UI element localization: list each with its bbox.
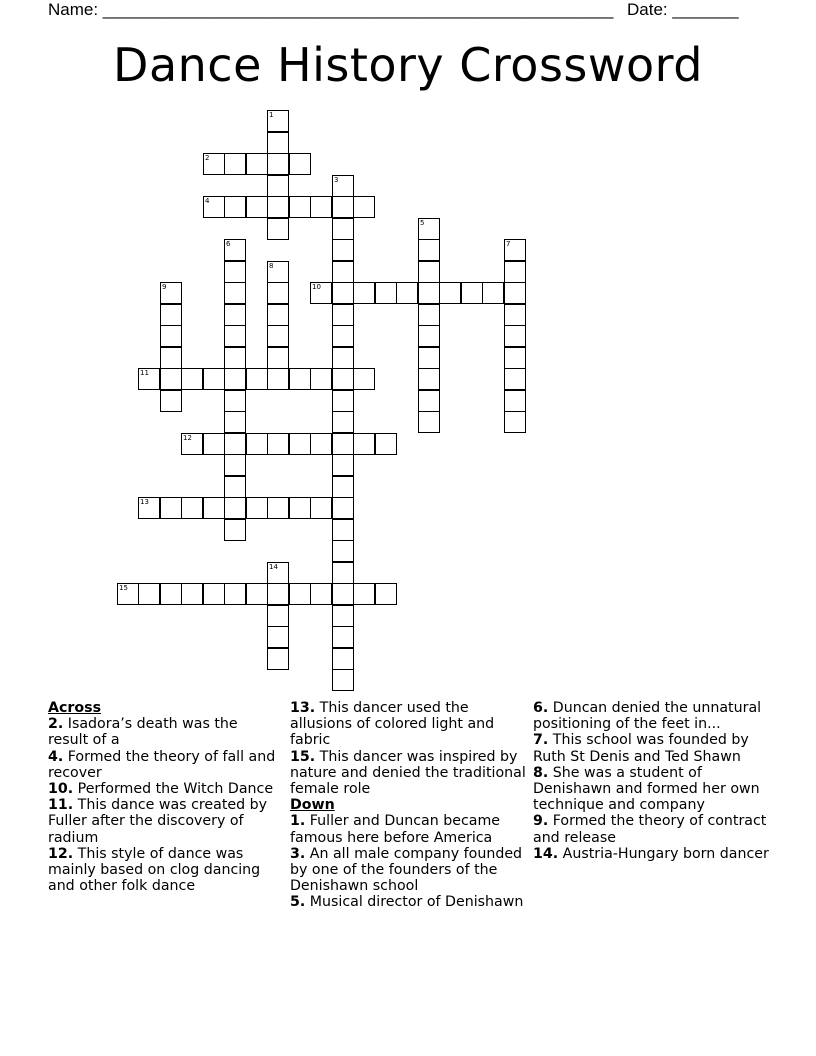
crossword-cell[interactable]	[310, 368, 332, 390]
crossword-cell[interactable]	[267, 110, 289, 132]
crossword-cell[interactable]	[375, 282, 397, 304]
crossword-cell[interactable]	[224, 153, 246, 175]
crossword-cell[interactable]	[332, 433, 354, 455]
crossword-cell[interactable]	[418, 282, 440, 304]
crossword-cell[interactable]	[181, 583, 203, 605]
crossword-cell[interactable]	[332, 304, 354, 326]
crossword-cell[interactable]	[267, 605, 289, 627]
clues-column-2	[290, 700, 528, 911]
clue-across-4: 4. Formed the theory of fall and recover	[48, 748, 276, 781]
crossword-cell[interactable]	[246, 153, 268, 175]
crossword-cell[interactable]	[203, 196, 225, 218]
crossword-cell[interactable]	[418, 325, 440, 347]
crossword-cell[interactable]	[224, 261, 246, 283]
crossword-cell[interactable]	[418, 218, 440, 240]
crossword-cell[interactable]	[267, 562, 289, 584]
crossword-cell[interactable]	[310, 196, 332, 218]
clue-down-3: 3. An all male company founded by one of the founders of the Denishawn school	[290, 845, 523, 895]
crossword-cell[interactable]	[332, 562, 354, 584]
crossword-cell[interactable]	[267, 196, 289, 218]
crossword-cell[interactable]	[332, 390, 354, 412]
crossword-cell[interactable]	[353, 282, 375, 304]
crossword-cell[interactable]	[267, 175, 289, 197]
crossword-cell[interactable]	[181, 497, 203, 519]
clue-number-label: 8	[269, 262, 274, 270]
crossword-cell[interactable]	[332, 605, 354, 627]
clue-number-label: 5	[420, 219, 425, 227]
crossword-cell[interactable]	[504, 390, 526, 412]
crossword-cell[interactable]	[289, 368, 311, 390]
crossword-cell[interactable]	[504, 347, 526, 369]
crossword-cell[interactable]	[267, 497, 289, 519]
crossword-cell[interactable]	[332, 218, 354, 240]
crossword-cell[interactable]	[224, 282, 246, 304]
crossword-cell[interactable]	[418, 368, 440, 390]
crossword-cell[interactable]	[332, 454, 354, 476]
crossword-cell[interactable]	[138, 583, 160, 605]
page-title: Dance History Crossword	[113, 38, 703, 92]
clue-across-2: 2. Isadora’s death was the result of a	[48, 716, 238, 749]
crossword-cell[interactable]	[418, 239, 440, 261]
clue-down-14: 14. Austria-Hungary born dancer	[533, 845, 769, 862]
crossword-cell[interactable]	[439, 282, 461, 304]
clue-number-label: 9	[162, 283, 167, 291]
crossword-cell[interactable]	[332, 519, 354, 541]
crossword-cell[interactable]	[289, 153, 311, 175]
crossword-cell[interactable]	[353, 196, 375, 218]
crossword-cell[interactable]	[138, 368, 160, 390]
clue-number-label: 14	[269, 563, 278, 571]
crossword-cell[interactable]	[332, 325, 354, 347]
crossword-cell[interactable]	[332, 196, 354, 218]
crossword-cell[interactable]	[375, 583, 397, 605]
crossword-cell[interactable]	[224, 347, 246, 369]
clue-down-6: 6. Duncan denied the unnatural positioning of the feet in...	[533, 700, 762, 733]
crossword-cell[interactable]	[332, 282, 354, 304]
clue-number-label: 7	[506, 240, 511, 248]
crossword-cell[interactable]	[224, 411, 246, 433]
crossword-cell[interactable]	[504, 282, 526, 304]
name-field-label: Name: ______________________________________________________	[48, 0, 614, 19]
crossword-cell[interactable]	[224, 433, 246, 455]
crossword-cell[interactable]	[482, 282, 504, 304]
crossword-cell[interactable]	[160, 282, 182, 304]
crossword-cell[interactable]	[160, 304, 182, 326]
crossword-cell[interactable]	[160, 368, 182, 390]
crossword-cell[interactable]	[203, 368, 225, 390]
clue-across-13: 13. This dancer used the allusions of colored light and fabric	[290, 700, 495, 749]
crossword-cell[interactable]	[267, 583, 289, 605]
crossword-cell[interactable]	[224, 304, 246, 326]
crossword-cell[interactable]	[504, 325, 526, 347]
crossword-cell[interactable]	[181, 433, 203, 455]
crossword-cell[interactable]	[353, 433, 375, 455]
crossword-cell[interactable]	[267, 218, 289, 240]
clue-across-15: 15. This dancer was inspired by nature and denied the traditional female role	[290, 748, 526, 798]
crossword-cell[interactable]	[224, 239, 246, 261]
crossword-cell[interactable]	[332, 648, 354, 670]
crossword-cell[interactable]	[504, 261, 526, 283]
crossword-cell[interactable]	[224, 497, 246, 519]
crossword-cell[interactable]	[418, 347, 440, 369]
clues-column-1	[48, 700, 280, 894]
across-heading: Across	[48, 700, 102, 716]
crossword-cell[interactable]	[310, 433, 332, 455]
crossword-cell[interactable]	[332, 411, 354, 433]
crossword-cell[interactable]	[289, 497, 311, 519]
clue-across-12: 12. This style of dance was mainly based on clog dancing and other folk dance	[48, 845, 261, 895]
crossword-cell[interactable]	[224, 476, 246, 498]
date-field-label: Date: _______	[627, 0, 739, 19]
clue-number-label: 10	[312, 283, 321, 291]
crossword-cell[interactable]	[203, 433, 225, 455]
crossword-cell[interactable]	[267, 347, 289, 369]
crossword-cell[interactable]	[310, 282, 332, 304]
clue-down-5: 5. Musical director of Denishawn	[290, 894, 524, 911]
crossword-cell[interactable]	[504, 304, 526, 326]
clue-number-label: 13	[140, 498, 149, 506]
clue-number-label: 6	[226, 240, 231, 248]
crossword-cell[interactable]	[353, 368, 375, 390]
crossword-cell[interactable]	[203, 153, 225, 175]
crossword-cell[interactable]	[418, 261, 440, 283]
crossword-cell[interactable]	[289, 433, 311, 455]
clue-number-label: 2	[205, 154, 210, 162]
crossword-cell[interactable]	[246, 497, 268, 519]
crossword-cell[interactable]	[246, 583, 268, 605]
crossword-cell[interactable]	[224, 390, 246, 412]
clues-column-3	[533, 700, 773, 862]
crossword-cell[interactable]	[181, 368, 203, 390]
crossword-cell[interactable]	[246, 196, 268, 218]
crossword-cell[interactable]	[203, 583, 225, 605]
crossword-cell[interactable]	[504, 411, 526, 433]
crossword-cell[interactable]	[332, 476, 354, 498]
crossword-cell[interactable]	[332, 175, 354, 197]
crossword-cell[interactable]	[332, 626, 354, 648]
crossword-cell[interactable]	[418, 304, 440, 326]
clue-number-label: 12	[183, 434, 192, 442]
crossword-cell[interactable]	[267, 368, 289, 390]
clue-down-9: 9. Formed the theory of contract and release	[533, 813, 767, 846]
crossword-cell[interactable]	[267, 304, 289, 326]
crossword-cell[interactable]	[332, 239, 354, 261]
crossword-cell[interactable]	[267, 282, 289, 304]
clue-down-8: 8. She was a student of Denishawn and formed her own technique and company	[533, 764, 760, 814]
crossword-cell[interactable]	[332, 497, 354, 519]
crossword-cell[interactable]	[224, 368, 246, 390]
crossword-cell[interactable]	[310, 583, 332, 605]
crossword-cell[interactable]	[418, 411, 440, 433]
crossword-cell[interactable]	[267, 626, 289, 648]
clue-across-11: 11. This dance was created by Fuller after the discovery of radium	[48, 797, 268, 846]
crossword-cell[interactable]	[224, 583, 246, 605]
clue-across-10: 10. Performed the Witch Dance	[48, 781, 274, 798]
crossword-cell[interactable]	[267, 648, 289, 670]
crossword-cell[interactable]	[289, 196, 311, 218]
crossword-cell[interactable]	[224, 325, 246, 347]
crossword-cell[interactable]	[332, 540, 354, 562]
crossword-cell[interactable]	[504, 239, 526, 261]
crossword-cell[interactable]	[310, 497, 332, 519]
crossword-cell[interactable]	[160, 390, 182, 412]
crossword-cell[interactable]	[461, 282, 483, 304]
crossword-cell[interactable]	[160, 583, 182, 605]
crossword-cell[interactable]	[332, 347, 354, 369]
clue-down-7: 7. This school was founded by Ruth St Denis and Ted Shawn	[533, 732, 749, 765]
crossword-cell[interactable]	[138, 497, 160, 519]
crossword-cell[interactable]	[160, 347, 182, 369]
crossword-cell[interactable]	[267, 433, 289, 455]
crossword-cell[interactable]	[224, 519, 246, 541]
clue-number-label: 3	[334, 176, 339, 184]
crossword-cell[interactable]	[160, 325, 182, 347]
crossword-cell[interactable]	[267, 132, 289, 154]
clue-number-label: 1	[269, 111, 274, 119]
crossword-cell[interactable]	[160, 497, 182, 519]
crossword-cell[interactable]	[246, 433, 268, 455]
crossword-cell[interactable]	[289, 583, 311, 605]
down-heading: Down	[290, 797, 335, 814]
crossword-cell[interactable]	[396, 282, 418, 304]
crossword-cell[interactable]	[332, 368, 354, 390]
crossword-cell[interactable]	[332, 261, 354, 283]
crossword-cell[interactable]	[224, 454, 246, 476]
crossword-cell[interactable]	[504, 368, 526, 390]
crossword-cell[interactable]	[418, 390, 440, 412]
crossword-cell[interactable]	[117, 583, 139, 605]
clue-number-label: 4	[205, 197, 210, 205]
clue-number-label: 11	[140, 369, 149, 377]
crossword-cell[interactable]	[375, 433, 397, 455]
crossword-cell[interactable]	[224, 196, 246, 218]
crossword-cell[interactable]	[267, 325, 289, 347]
crossword-cell[interactable]	[332, 583, 354, 605]
crossword-cell[interactable]	[267, 261, 289, 283]
crossword-cell[interactable]	[203, 497, 225, 519]
clue-number-label: 15	[119, 584, 128, 592]
clue-down-1: 1. Fuller and Duncan became famous here before America	[290, 813, 500, 846]
crossword-cell[interactable]	[332, 669, 354, 691]
crossword-cell[interactable]	[246, 368, 268, 390]
crossword-cell[interactable]	[267, 153, 289, 175]
crossword-cell[interactable]	[353, 583, 375, 605]
